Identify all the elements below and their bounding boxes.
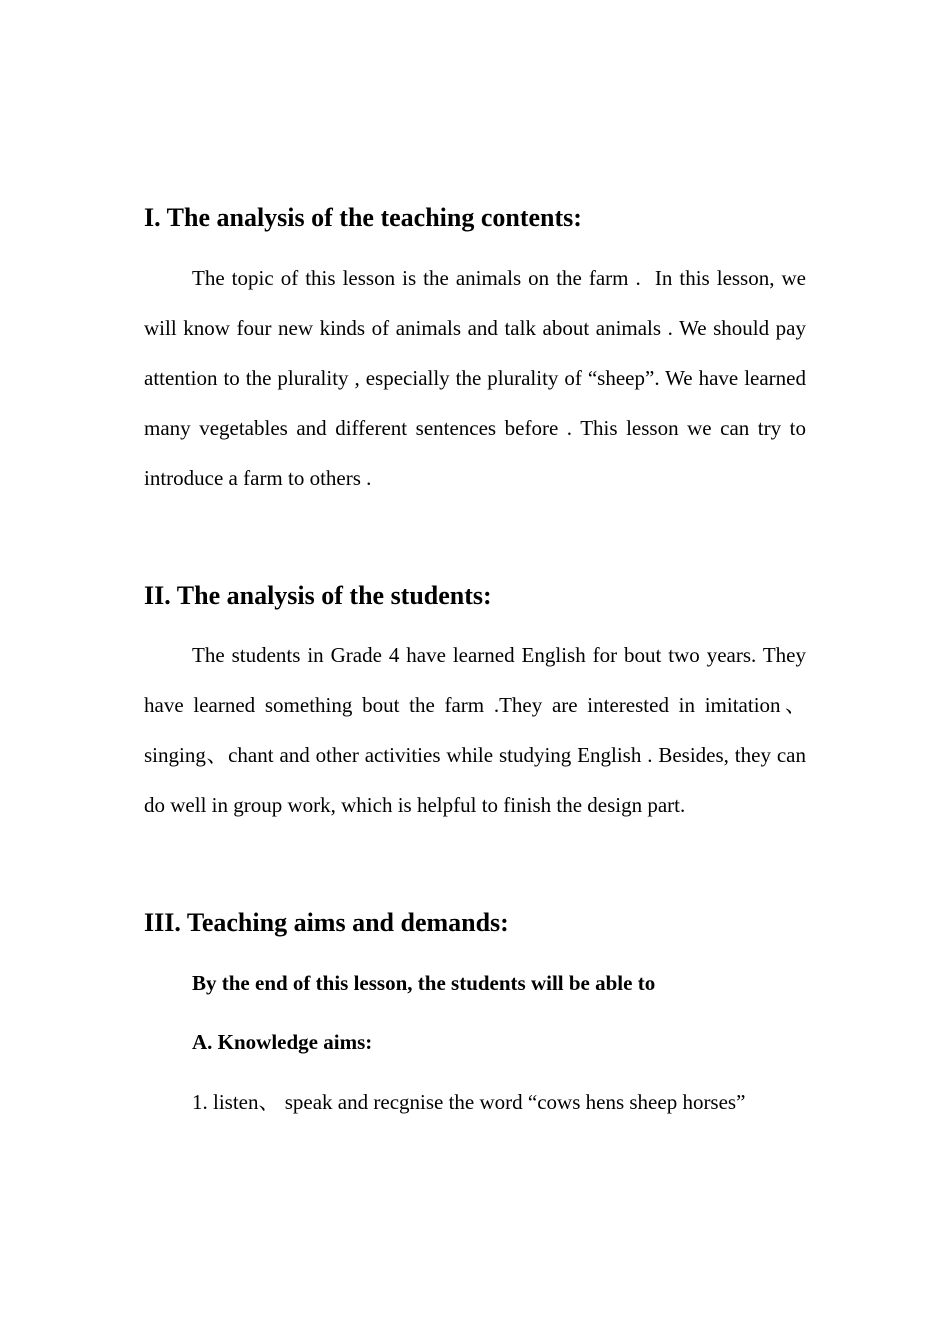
paragraph-teaching-contents: The topic of this lesson is the animals on the farm . In this lesson, we will know four new kinds of animals and talk about animals . We should pay attention to the plurality , especially the plurality of “sheep”. We have learned many vegetables and different sentences before . This lesson we can try to introduce a farm to others . <box>144 266 806 490</box>
aims-intro-text: By the end of this lesson, the students will be able to <box>192 971 656 995</box>
section-heading-teaching-aims: III. Teaching aims and demands: <box>144 908 509 937</box>
section-heading-teaching-contents: I. The analysis of the teaching contents: <box>144 203 582 232</box>
section-heading-students: II. The analysis of the students: <box>144 581 492 610</box>
paragraph-students: The students in Grade 4 have learned English for bout two years. They have learned something bout the farm .They are interested in imitation、singing、chant and other activities while studying English . Besides, they can do well in group work, which is helpful to finish the design part. <box>144 643 806 817</box>
knowledge-aim-item-1: 1. listen、 speak and recgnise the word “cows hens sheep horses” <box>192 1090 746 1114</box>
knowledge-aims-subheading: A. Knowledge aims: <box>192 1030 373 1054</box>
